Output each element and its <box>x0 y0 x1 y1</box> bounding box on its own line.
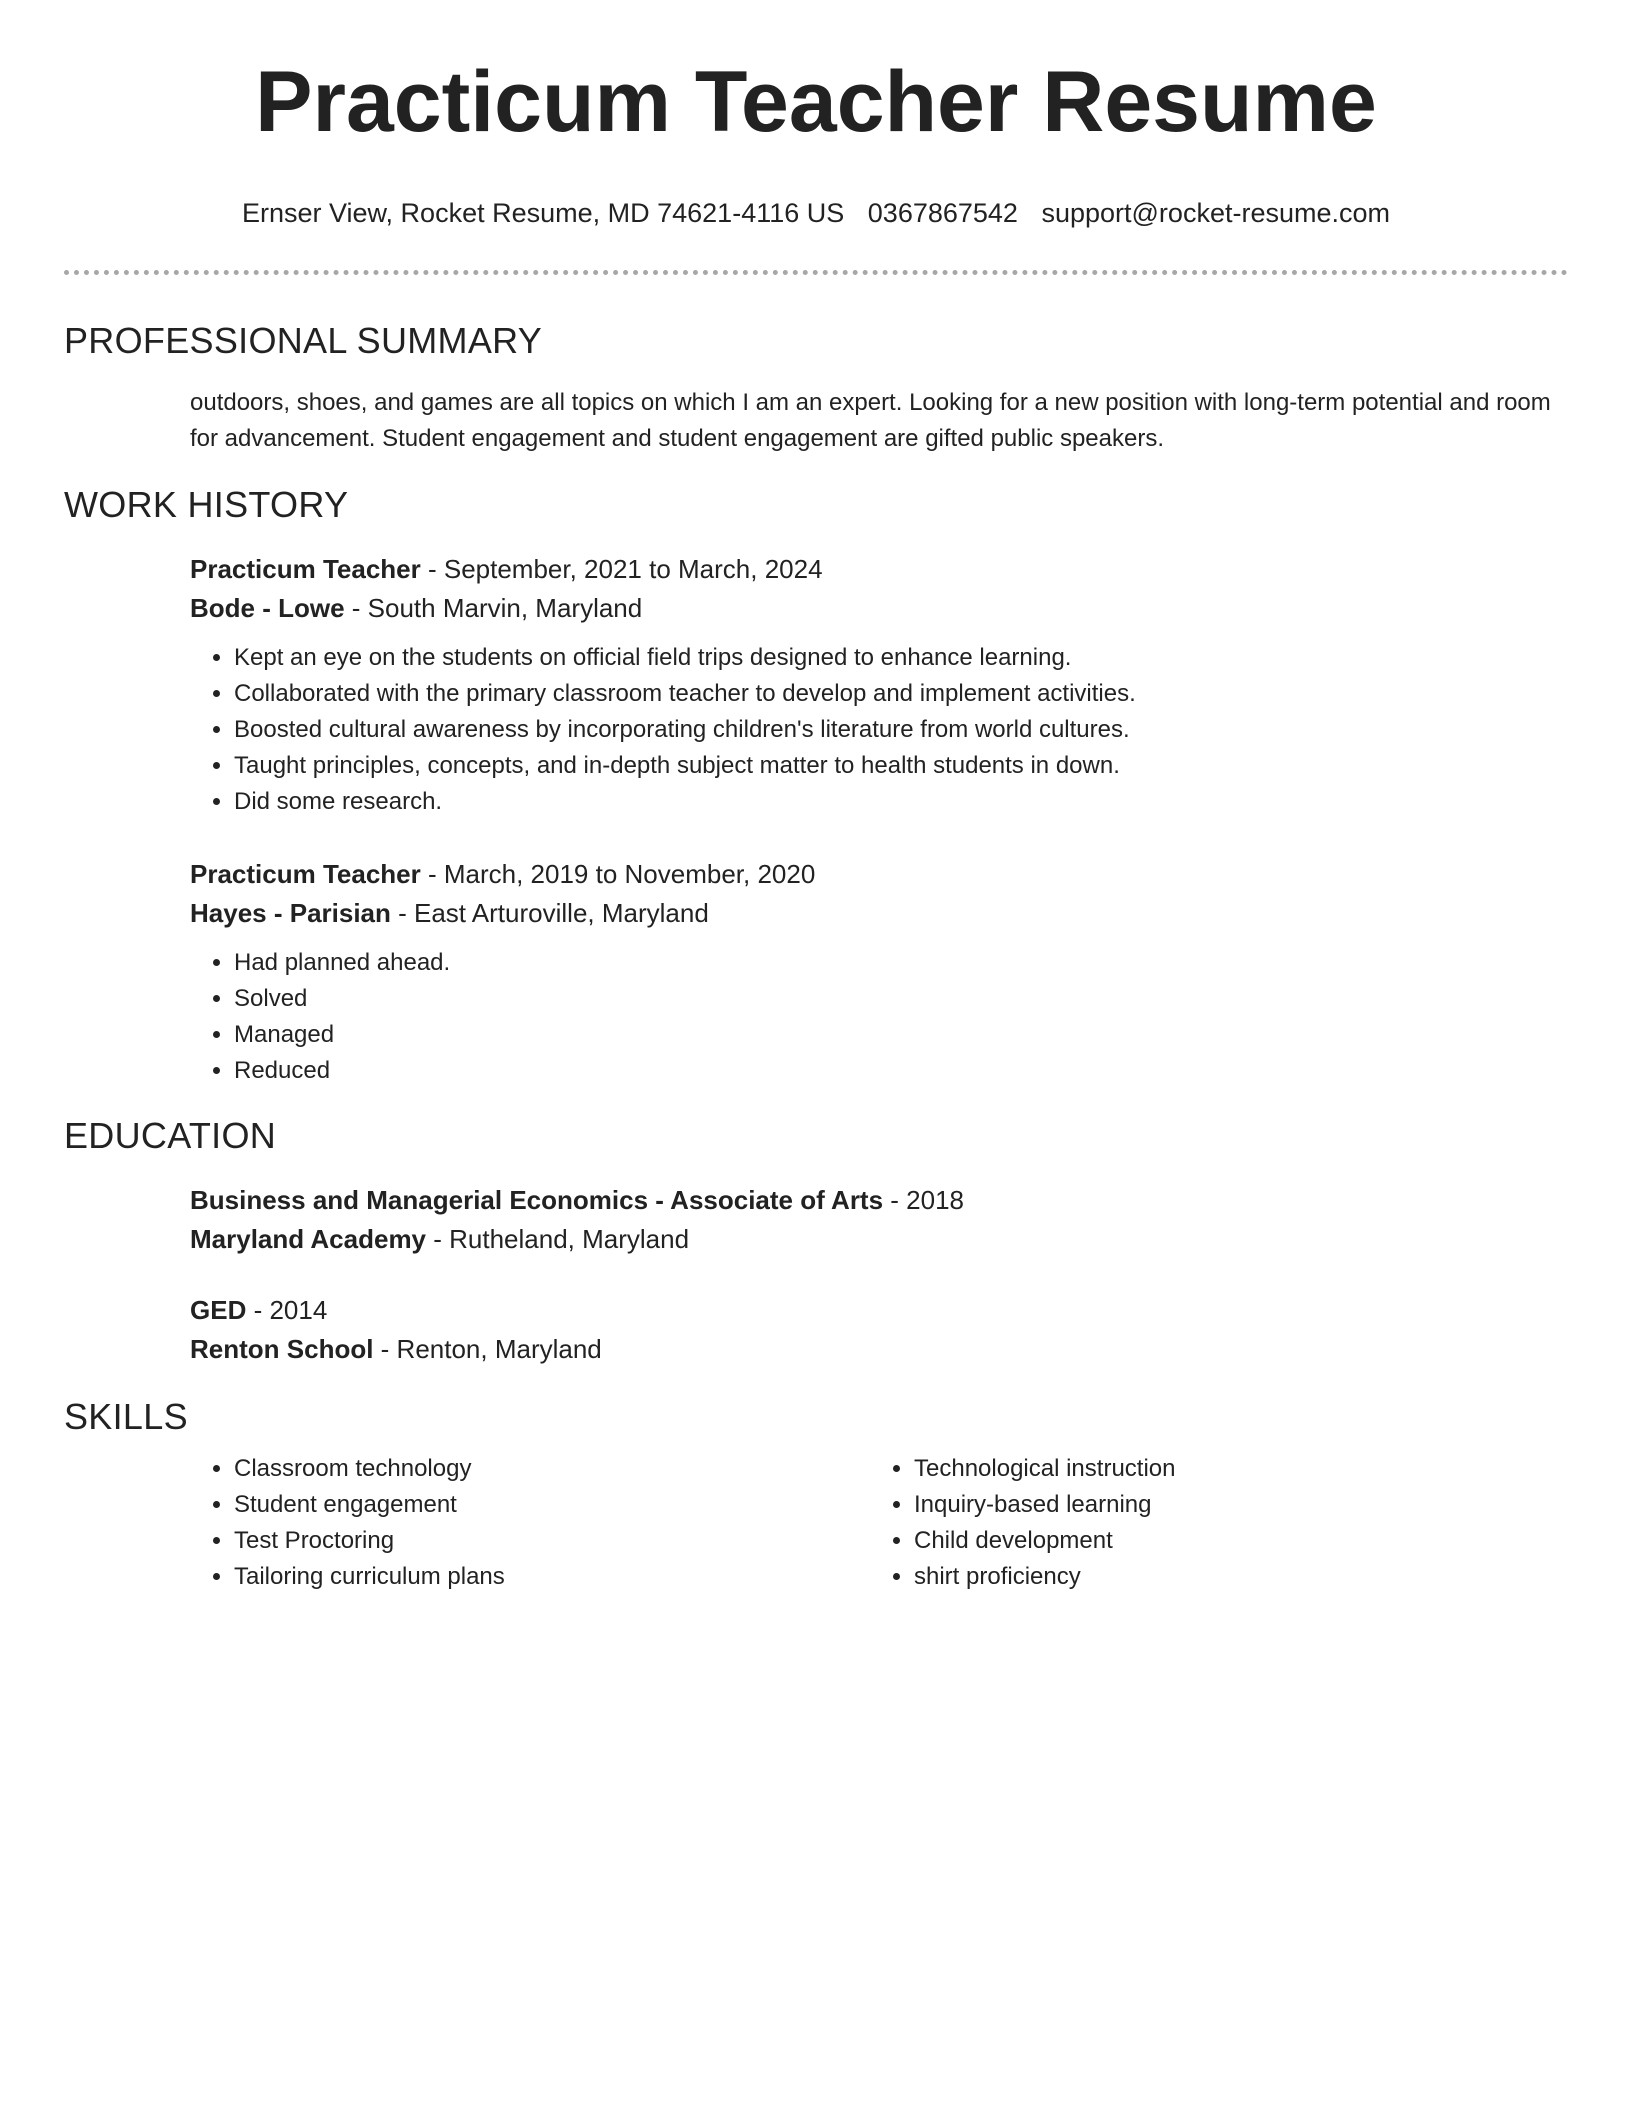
job-entry <box>190 855 1632 1089</box>
education-school-line <box>190 1220 1632 1259</box>
job-location: - East Arturoville, Maryland <box>390 898 709 928</box>
job-role: Practicum Teacher <box>190 859 421 889</box>
education-school: Renton School <box>190 1334 374 1364</box>
skill-item: • Test Proctoring <box>234 1523 870 1559</box>
job-role: Practicum Teacher <box>190 554 421 584</box>
section-title-education: EDUCATION <box>64 1115 277 1156</box>
list-item: • Did some research. <box>234 784 1632 820</box>
job-employer: Bode - Lowe <box>190 593 345 623</box>
education-year: - 2018 <box>883 1185 965 1215</box>
list-item: • Taught principles, concepts, and in-depth subject matter to health students in down. <box>234 748 1632 784</box>
list-item: • Managed <box>234 1017 1632 1053</box>
education-degree-line <box>190 1291 1632 1330</box>
job-employer: Hayes - Parisian <box>190 898 391 928</box>
job-dates: - March, 2019 to November, 2020 <box>420 859 816 889</box>
job-duties-list <box>190 945 1632 1089</box>
skill-item: • Inquiry-based learning <box>914 1487 1550 1523</box>
section-title-summary: PROFESSIONAL SUMMARY <box>64 320 543 361</box>
job-employer-line <box>190 589 1632 628</box>
section-title-work-history: WORK HISTORY <box>64 484 349 525</box>
skills-grid <box>190 1451 1550 1595</box>
education-location: - Renton, Maryland <box>373 1334 602 1364</box>
contact-phone: 0367867542 <box>867 198 1018 228</box>
skill-item: • Classroom technology <box>234 1451 870 1487</box>
job-employer-line <box>190 894 1632 933</box>
summary-text: outdoors, shoes, and games are all topics on which I am an expert. Looking for a new position with long-term potential and room for advancement. Student engagement and student engagement are gifted public speakers. <box>190 389 1551 452</box>
education-school: Maryland Academy <box>190 1224 427 1254</box>
skill-item: • Child development <box>914 1523 1550 1559</box>
list-item: • Reduced <box>234 1053 1632 1089</box>
list-item: • Kept an eye on the students on official field trips designed to enhance learning. <box>234 640 1632 676</box>
education-school-line <box>190 1330 1632 1369</box>
skills-list-right <box>870 1451 1550 1595</box>
education-entry <box>190 1181 1632 1259</box>
list-item: • Solved <box>234 981 1632 1017</box>
job-title-line <box>190 550 1632 589</box>
contact-info <box>0 196 1632 230</box>
skill-item: • Tailoring curriculum plans <box>234 1559 870 1595</box>
job-location: - South Marvin, Maryland <box>344 593 643 623</box>
resume-title: Practicum Teacher Resume <box>255 54 1377 150</box>
section-title-skills: SKILLS <box>64 1396 188 1437</box>
job-dates: - September, 2021 to March, 2024 <box>420 554 823 584</box>
education-entry <box>190 1291 1632 1369</box>
list-item: • Boosted cultural awareness by incorporating children's literature from world cultures. <box>234 712 1632 748</box>
skill-item: • shirt proficiency <box>914 1559 1550 1595</box>
education-degree: Business and Managerial Economics - Associate of Arts <box>190 1185 884 1215</box>
job-title-line <box>190 855 1632 894</box>
skill-item: • Technological instruction <box>914 1451 1550 1487</box>
job-entry <box>190 550 1632 820</box>
skill-item: • Student engagement <box>234 1487 870 1523</box>
list-item: • Had planned ahead. <box>234 945 1632 981</box>
job-duties-list <box>190 640 1632 820</box>
education-year: - 2014 <box>246 1295 328 1325</box>
skills-list-left <box>190 1451 870 1595</box>
contact-email: support@rocket-resume.com <box>1041 198 1390 228</box>
education-location: - Rutheland, Maryland <box>426 1224 690 1254</box>
contact-address: Ernser View, Rocket Resume, MD 74621-4116 US <box>241 198 845 228</box>
list-item: • Collaborated with the primary classroom teacher to develop and implement activities. <box>234 676 1632 712</box>
education-degree-line <box>190 1181 1632 1220</box>
education-degree: GED <box>190 1295 247 1325</box>
header-divider <box>64 270 1568 275</box>
